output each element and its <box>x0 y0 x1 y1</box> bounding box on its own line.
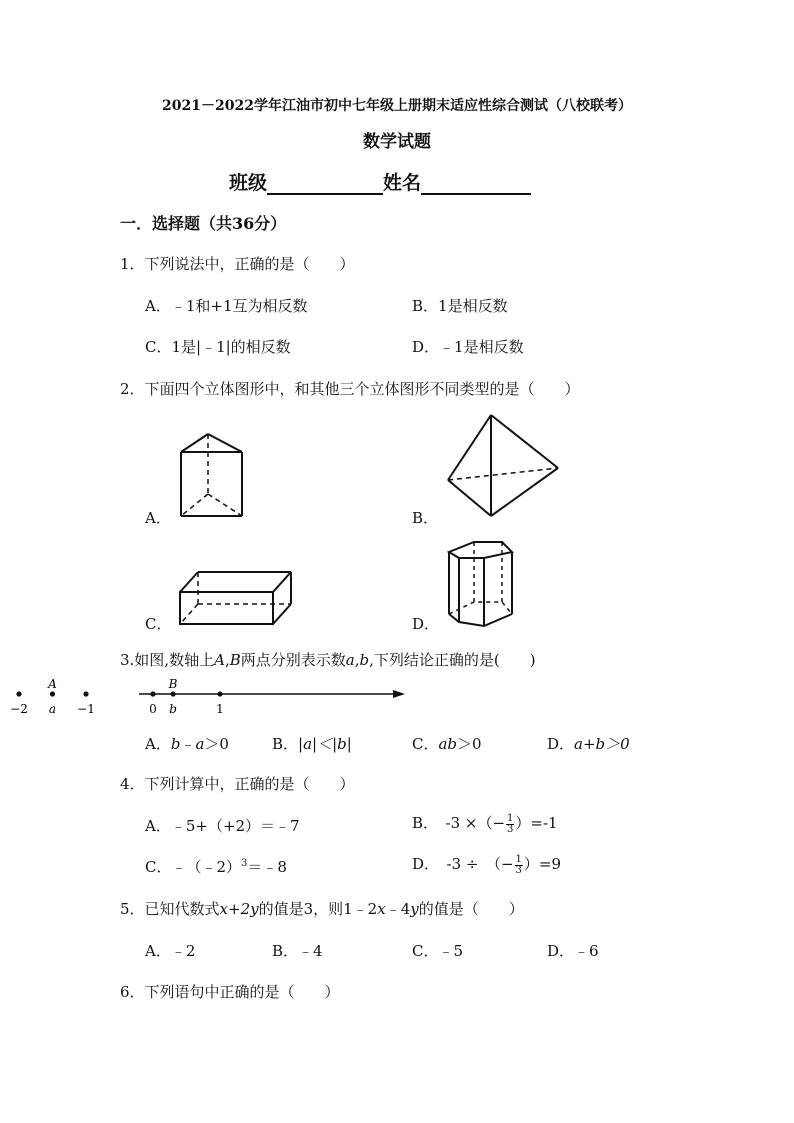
class-blank <box>267 173 383 195</box>
q1-option-b: B．1是相反数 <box>412 297 508 315</box>
exam-subtitle: 数学试题 <box>363 132 431 152</box>
q4-option-b: B． -3 ×（− $\frac{1}{3}$ ）=-1 <box>412 812 558 835</box>
q3-option-a: A．b﹣a＞0 <box>145 735 229 753</box>
q3-stem: 3.如图,数轴上A,B两点分别表示数a,b,下列结论正确的是( ) <box>120 651 536 669</box>
q3-option-b: B．|a|＜|b| <box>272 735 352 753</box>
fraction: $\frac{1}{3}$ <box>507 812 514 835</box>
fraction: $\frac{1}{3}$ <box>515 853 522 876</box>
cuboid-figure <box>175 566 297 632</box>
q4-option-a: A．﹣5+（+2）＝﹣7 <box>145 817 300 835</box>
q1-stem: 1．下列说法中，正确的是（ ） <box>120 255 355 273</box>
q2-option-b: B． <box>412 509 439 527</box>
tetrahedron-figure <box>443 410 565 522</box>
class-name-line <box>229 168 531 195</box>
q5-option-a: A．﹣2 <box>145 942 196 960</box>
q6-stem: 6．下列语句中正确的是（ ） <box>120 983 340 1001</box>
number-line <box>10 672 415 720</box>
q4-option-d: D． -3 ÷ （− $\frac{1}{3}$ ）=9 <box>412 853 562 876</box>
number-line-point <box>16 691 21 696</box>
number-line-point <box>83 691 88 696</box>
exam-title: 2021－2022学年江油市初中七年级上册期末适应性综合测试（八校联考） <box>162 98 632 114</box>
number-line-tick-label: −2 <box>10 702 28 716</box>
q1-option-c: C．1是|﹣1|的相反数 <box>145 338 291 356</box>
number-line-arrow <box>393 690 405 698</box>
number-line-point <box>150 691 155 696</box>
q2-option-a: A． <box>145 509 171 527</box>
q5-option-c: C．﹣5 <box>412 942 464 960</box>
q3-option-d: D．a+b＞0 <box>547 735 630 753</box>
section-heading: 一．选择题（共36分） <box>120 214 287 233</box>
number-line-point-label: B <box>168 677 178 691</box>
number-line-tick-label: a <box>48 702 57 716</box>
number-line-tick-label: −1 <box>77 702 95 716</box>
q2-stem: 2．下面四个立体图形中，和其他三个立体图形不同类型的是（ ） <box>120 380 580 398</box>
q1-option-a: A．﹣1和+1互为相反数 <box>145 297 308 315</box>
number-line-tick-label: 0 <box>149 702 157 716</box>
number-line-point-label: A <box>48 677 57 691</box>
name-blank <box>421 173 531 195</box>
q2-option-d: D． <box>412 615 440 633</box>
triangular-prism-figure <box>172 428 252 524</box>
q3-option-c: C．ab＞0 <box>412 735 482 753</box>
number-line-point <box>171 691 176 696</box>
q4-option-c: C．﹣（﹣2）$^3$＝﹣8 <box>145 858 287 876</box>
q4-stem: 4．下列计算中，正确的是（ ） <box>120 775 355 793</box>
class-label: 班级 <box>229 172 268 194</box>
q1-option-d: D．﹣1是相反数 <box>412 338 524 356</box>
q5-option-b: B．﹣4 <box>272 942 323 960</box>
number-line-point <box>50 691 55 696</box>
hexagonal-prism-figure <box>444 536 520 632</box>
q5-stem: 5．已知代数式x+2y的值是3，则1﹣2x﹣4y的值是（ ） <box>120 900 524 918</box>
number-line-tick-label: 1 <box>216 702 224 716</box>
number-line-point <box>217 691 222 696</box>
name-label: 姓名 <box>383 172 422 194</box>
q5-option-d: D．﹣6 <box>547 942 599 960</box>
q2-option-c: C． <box>145 615 172 633</box>
number-line-tick-label: b <box>169 702 177 716</box>
